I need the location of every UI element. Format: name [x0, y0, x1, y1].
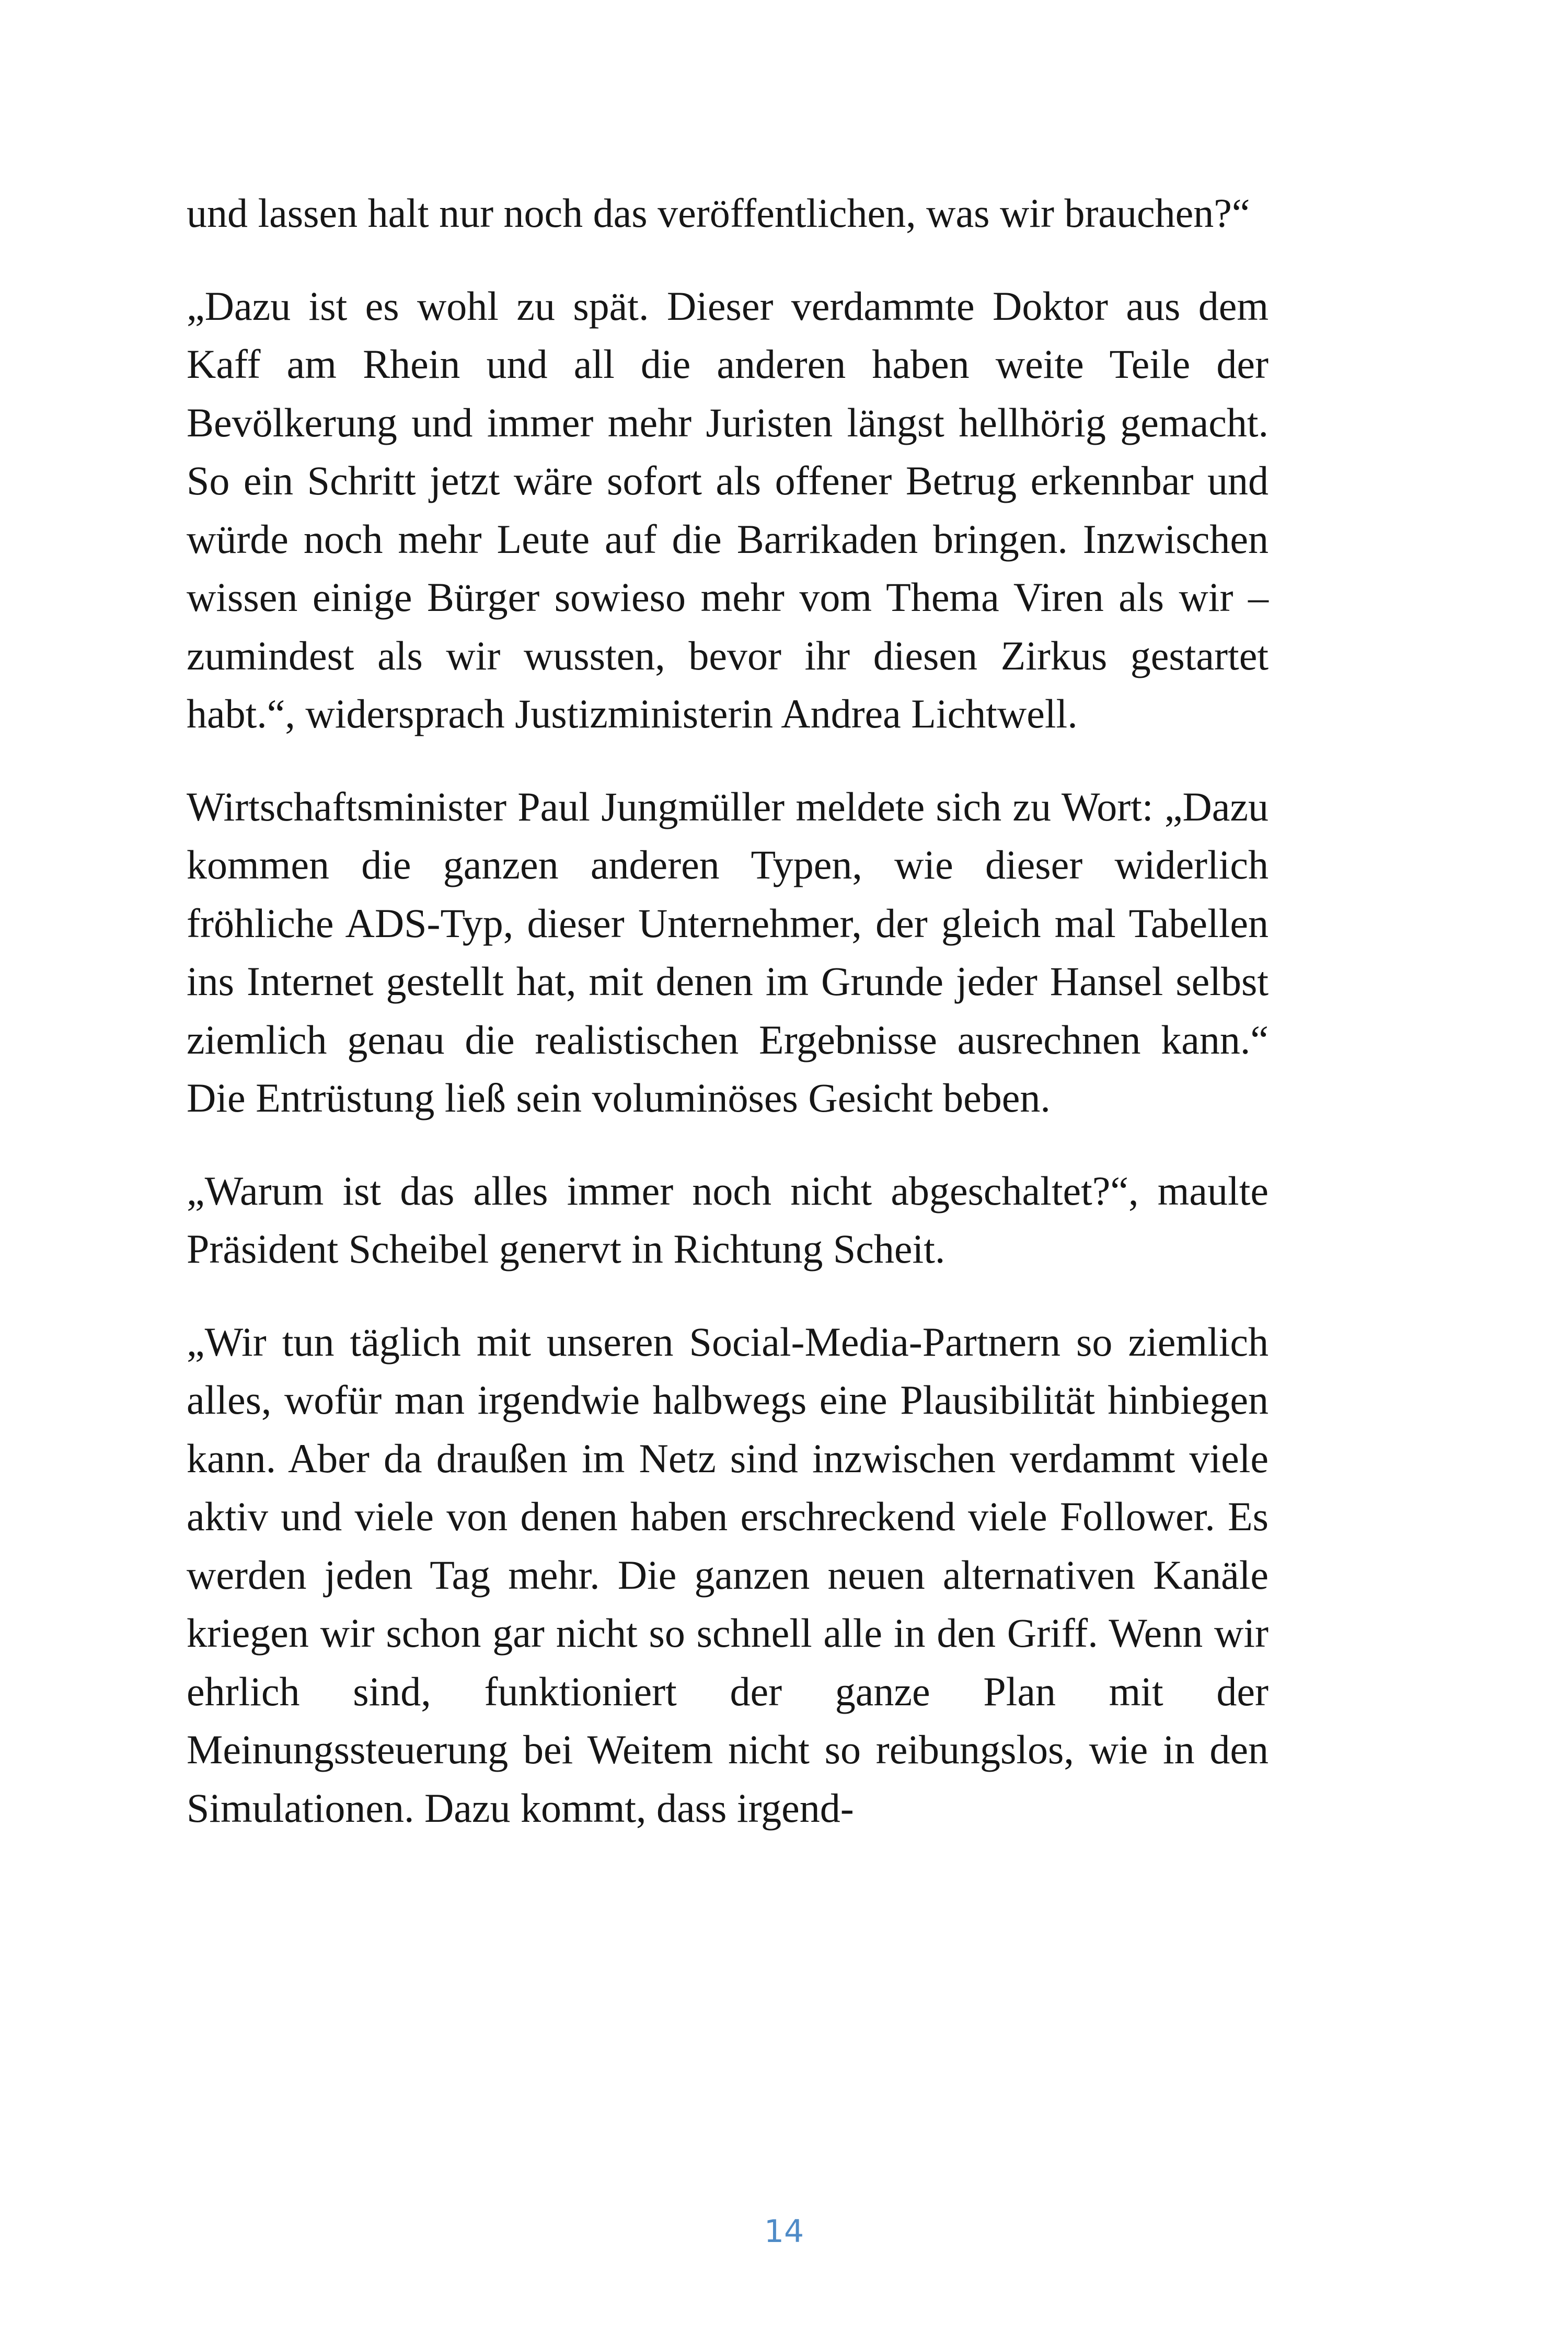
- paragraph-2: „Dazu ist es wohl zu spät. Dieser verdammte Doktor aus dem Kaff am Rhein und all die anderen haben weite Teile der Bevölkerung und immer mehr Juristen längst hellhörig gemacht. So ein Schritt jetzt wäre sofort als offener Betrug erkennbar und würde noch mehr Leute auf die Barrikaden bringen. Inzwischen wissen einige Bürger sowieso mehr vom Thema Viren als wir – zumindest als wir wussten, bevor ihr diesen Zirkus gestartet habt.“, widersprach Justizministerin Andrea Lichtwell.: [187, 283, 1269, 736]
- paragraph-3: Wirtschaftsminister Paul Jungmüller meldete sich zu Wort: „Dazu kommen die ganzen anderen Typen, wie dieser widerlich fröhliche ADS-Typ, dieser Unternehmer, der gleich mal Tabellen ins Internet gestellt hat, mit denen im Grunde jeder Hansel selbst ziemlich genau die realistischen Ergebnisse ausrechnen kann.“ Die Entrüstung ließ sein voluminöses Gesicht beben.: [187, 783, 1269, 1120]
- page-number: 14: [764, 2213, 804, 2250]
- paragraph-1: und lassen halt nur noch das veröffentlichen, was wir brauchen?“: [187, 190, 1250, 236]
- paragraph-4: „Warum ist das alles immer noch nicht abgeschaltet?“, maulte Präsident Scheibel genervt in Richtung Scheit.: [187, 1168, 1269, 1272]
- body-text: [187, 184, 1269, 1837]
- paragraph-5: „Wir tun täglich mit unseren Social-Media-Partnern so ziemlich alles, wofür man irgendwie halbwegs eine Plausibilität hinbiegen kann. Aber da draußen im Netz sind inzwischen verdammt viele aktiv und viele von denen haben erschreckend viele Follower. Es werden jeden Tag mehr. Die ganzen neuen alternativen Kanäle kriegen wir schon gar nicht so schnell alle in den Griff. Wenn wir ehrlich sind, funktioniert der ganze Plan mit der Meinungssteuerung bei Weitem nicht so reibungslos, wie in den Simulationen. Dazu kommt, dass irgend-: [187, 1319, 1269, 1831]
